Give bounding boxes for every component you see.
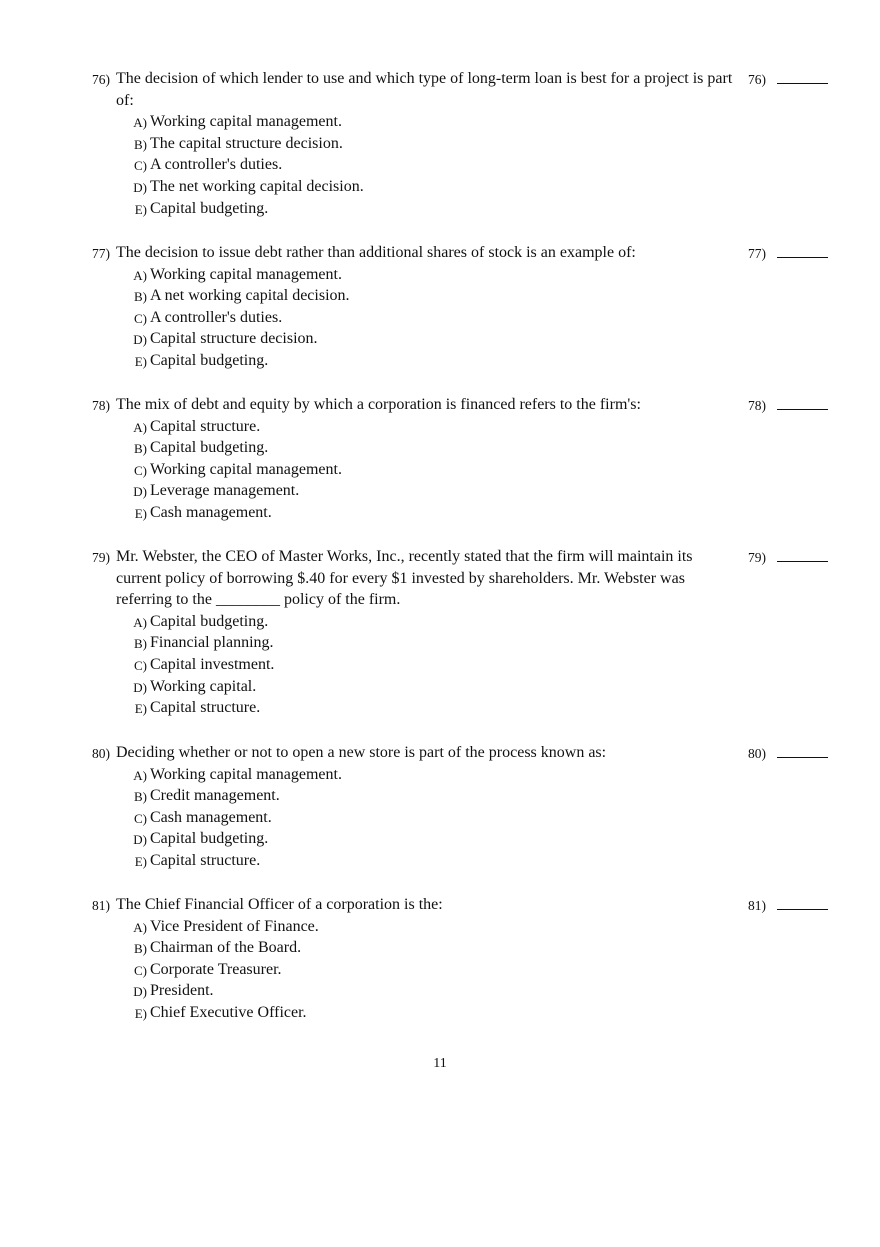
option-text: Capital structure. bbox=[150, 417, 261, 435]
option-d bbox=[92, 480, 880, 502]
option-letter: A) bbox=[133, 767, 147, 783]
option-d bbox=[92, 828, 880, 850]
option-e bbox=[92, 350, 880, 372]
question-76 bbox=[92, 68, 880, 219]
answer-number: 77) bbox=[748, 246, 766, 261]
answer-number: 79) bbox=[748, 550, 766, 565]
answer-options bbox=[92, 611, 880, 719]
option-text: A controller's duties. bbox=[150, 308, 283, 326]
answer-options bbox=[92, 264, 880, 372]
answer-number: 76) bbox=[748, 72, 766, 87]
option-text: Working capital management. bbox=[150, 765, 342, 783]
question-number: 77) bbox=[92, 246, 110, 261]
option-text: Capital structure. bbox=[150, 851, 261, 869]
answer-line bbox=[777, 757, 828, 758]
question-stem bbox=[92, 546, 736, 611]
option-text: A net working capital decision. bbox=[150, 287, 350, 305]
option-c bbox=[92, 154, 880, 176]
option-b bbox=[92, 632, 880, 654]
question-number: 79) bbox=[92, 550, 110, 565]
question-79 bbox=[92, 546, 880, 719]
option-a bbox=[92, 111, 880, 133]
option-c bbox=[92, 307, 880, 329]
option-a bbox=[92, 916, 880, 938]
option-letter: D) bbox=[133, 679, 147, 695]
option-letter: C) bbox=[134, 310, 147, 326]
question-number: 80) bbox=[92, 746, 110, 761]
option-text: Working capital management. bbox=[150, 460, 342, 478]
option-letter: D) bbox=[133, 832, 147, 848]
answer-line bbox=[777, 909, 828, 910]
option-letter: C) bbox=[134, 158, 147, 174]
option-text: Chief Executive Officer. bbox=[150, 1003, 307, 1021]
option-a bbox=[92, 764, 880, 786]
option-d bbox=[92, 676, 880, 698]
option-e bbox=[92, 198, 880, 220]
option-letter: E) bbox=[134, 505, 147, 521]
option-text: The net working capital decision. bbox=[150, 177, 364, 195]
option-b bbox=[92, 285, 880, 307]
option-letter: B) bbox=[134, 136, 147, 152]
option-d bbox=[92, 980, 880, 1002]
option-text: Working capital management. bbox=[150, 265, 342, 283]
option-text: Working capital management. bbox=[150, 113, 342, 131]
option-letter: C) bbox=[134, 962, 147, 978]
option-letter: E) bbox=[134, 1005, 147, 1021]
option-c bbox=[92, 959, 880, 981]
option-text: Financial planning. bbox=[150, 634, 274, 652]
option-text: A controller's duties. bbox=[150, 156, 283, 174]
answer-options bbox=[92, 111, 880, 219]
option-c bbox=[92, 654, 880, 676]
option-d bbox=[92, 328, 880, 350]
option-e bbox=[92, 697, 880, 719]
option-a bbox=[92, 264, 880, 286]
question-number: 76) bbox=[92, 72, 110, 87]
option-text: The capital structure decision. bbox=[150, 134, 343, 152]
option-letter: D) bbox=[133, 179, 147, 195]
option-b bbox=[92, 437, 880, 459]
option-letter: A) bbox=[133, 614, 147, 630]
option-b bbox=[92, 133, 880, 155]
option-text: Capital budgeting. bbox=[150, 439, 269, 457]
question-stem bbox=[92, 394, 736, 416]
option-letter: D) bbox=[133, 332, 147, 348]
option-text: Working capital. bbox=[150, 677, 257, 695]
option-letter: A) bbox=[133, 419, 147, 435]
option-letter: A) bbox=[133, 115, 147, 131]
option-letter: E) bbox=[134, 201, 147, 217]
answer-options bbox=[92, 916, 880, 1024]
answer-line bbox=[777, 83, 828, 84]
answer-options bbox=[92, 764, 880, 872]
question-number: 81) bbox=[92, 898, 110, 913]
option-e bbox=[92, 850, 880, 872]
answer-line bbox=[777, 561, 828, 562]
question-stem bbox=[92, 68, 736, 111]
option-text: Credit management. bbox=[150, 787, 280, 805]
question-80 bbox=[92, 742, 880, 872]
option-text: Capital structure decision. bbox=[150, 330, 318, 348]
option-d bbox=[92, 176, 880, 198]
question-text: The decision to issue debt rather than additional shares of stock is an example of: bbox=[116, 244, 636, 261]
option-b bbox=[92, 937, 880, 959]
option-text: Leverage management. bbox=[150, 482, 300, 500]
option-letter: E) bbox=[134, 853, 147, 869]
question-text: The mix of debt and equity by which a corporation is financed refers to the firm's: bbox=[116, 396, 641, 413]
question-text: Deciding whether or not to open a new store is part of the process known as: bbox=[116, 744, 607, 761]
option-letter: B) bbox=[134, 941, 147, 957]
question-stem bbox=[92, 742, 736, 764]
question-78 bbox=[92, 394, 880, 524]
option-text: Cash management. bbox=[150, 503, 272, 521]
answer-options bbox=[92, 416, 880, 524]
option-text: Capital budgeting. bbox=[150, 830, 269, 848]
option-e bbox=[92, 1002, 880, 1024]
answer-number: 80) bbox=[748, 746, 766, 761]
option-e bbox=[92, 502, 880, 524]
question-77 bbox=[92, 242, 880, 372]
option-c bbox=[92, 807, 880, 829]
option-c bbox=[92, 459, 880, 481]
option-b bbox=[92, 785, 880, 807]
question-stem bbox=[92, 242, 736, 264]
answer-line bbox=[777, 257, 828, 258]
option-text: Corporate Treasurer. bbox=[150, 960, 282, 978]
option-letter: E) bbox=[134, 701, 147, 717]
option-a bbox=[92, 416, 880, 438]
option-text: Chairman of the Board. bbox=[150, 939, 302, 957]
question-text: Mr. Webster, the CEO of Master Works, Inc., recently stated that the firm will maintain its current policy of borrowing $.40 for every $1 invested by shareholders. Mr. Webster was referring to the ________ policy of the firm. bbox=[116, 548, 693, 609]
option-letter: B) bbox=[134, 289, 147, 305]
option-text: Capital budgeting. bbox=[150, 351, 269, 369]
answer-number: 81) bbox=[748, 898, 766, 913]
option-letter: A) bbox=[133, 919, 147, 935]
question-number: 78) bbox=[92, 398, 110, 413]
option-letter: B) bbox=[134, 441, 147, 457]
option-text: Capital budgeting. bbox=[150, 199, 269, 217]
question-81 bbox=[92, 894, 880, 1024]
answer-number: 78) bbox=[748, 398, 766, 413]
option-text: President. bbox=[150, 982, 214, 1000]
option-letter: B) bbox=[134, 789, 147, 805]
option-letter: E) bbox=[134, 353, 147, 369]
option-text: Capital budgeting. bbox=[150, 612, 269, 630]
option-text: Capital investment. bbox=[150, 655, 275, 673]
option-text: Capital structure. bbox=[150, 699, 261, 717]
option-a bbox=[92, 611, 880, 633]
option-letter: A) bbox=[133, 267, 147, 283]
option-letter: C) bbox=[134, 462, 147, 478]
question-text: The decision of which lender to use and which type of long-term loan is best for a project is part of: bbox=[116, 70, 733, 109]
option-letter: D) bbox=[133, 984, 147, 1000]
question-stem bbox=[92, 894, 736, 916]
option-text: Cash management. bbox=[150, 808, 272, 826]
option-letter: C) bbox=[134, 810, 147, 826]
option-letter: C) bbox=[134, 657, 147, 673]
option-text: Vice President of Finance. bbox=[150, 917, 319, 935]
question-text: The Chief Financial Officer of a corporation is the: bbox=[116, 896, 443, 913]
answer-line bbox=[777, 409, 828, 410]
option-letter: D) bbox=[133, 484, 147, 500]
page-number: 11 bbox=[433, 1056, 447, 1071]
option-letter: B) bbox=[134, 636, 147, 652]
